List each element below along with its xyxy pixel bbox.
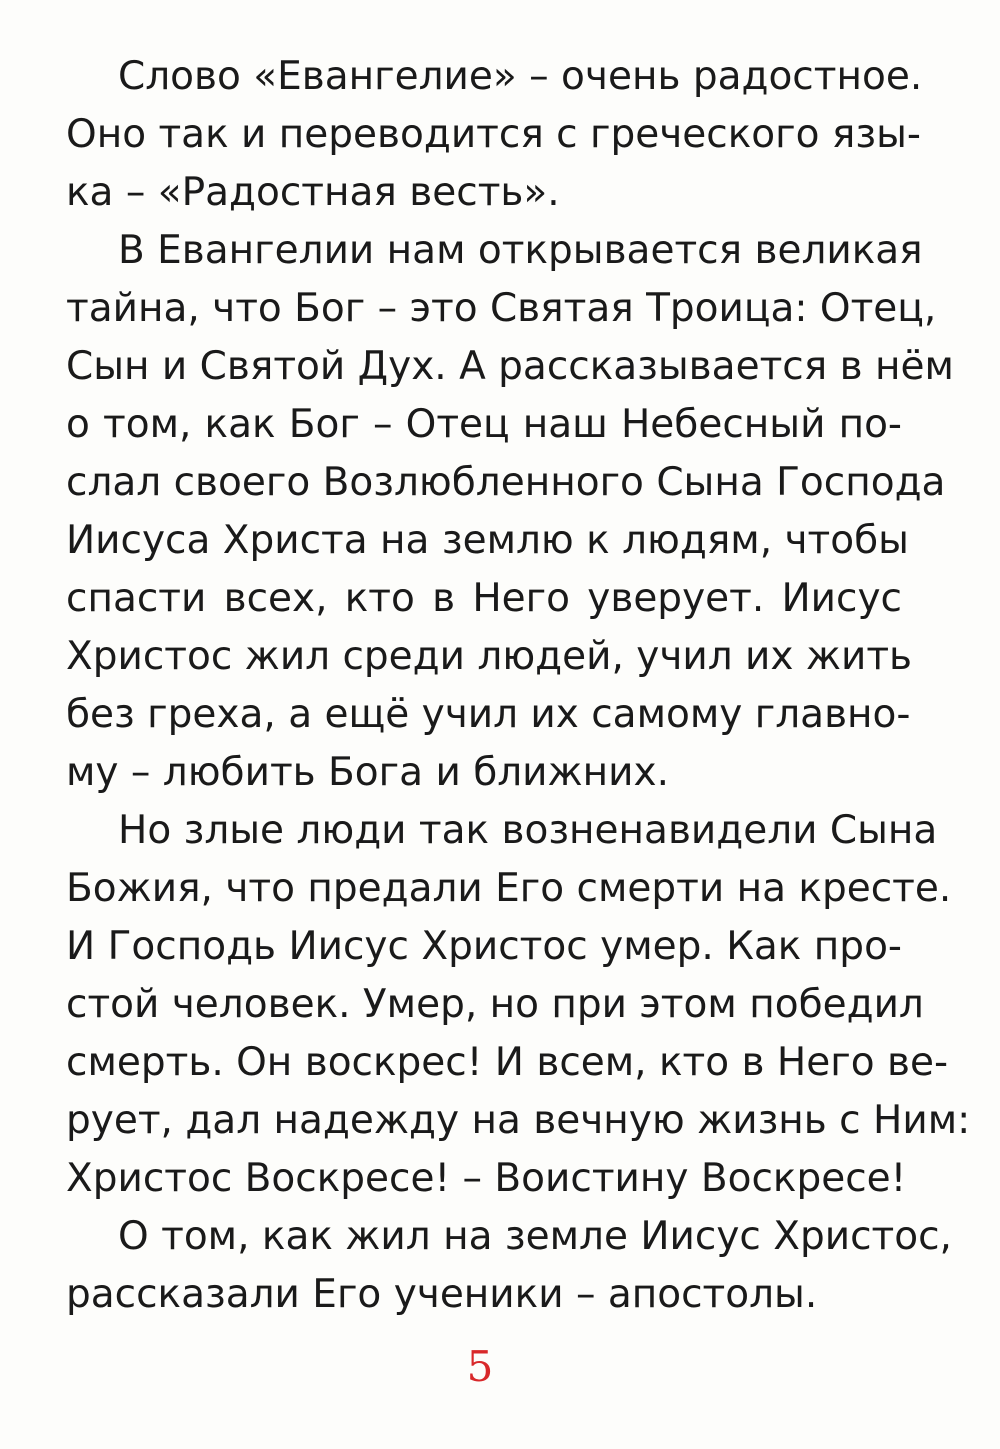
text-line: Иисуса Христа на землю к людям, чтобы: [66, 518, 909, 563]
text-line: слал своего Возлюбленного Сына Господа: [66, 460, 946, 505]
text-line: ка – «Радостная весть».: [66, 170, 560, 215]
text-line: Оно так и переводится с греческого язы-: [66, 112, 921, 157]
text-line: О том, как жил на земле Иисус Христос,: [118, 1214, 952, 1259]
text-line: рует, дал надежду на вечную жизнь с Ним:: [66, 1098, 971, 1143]
text-line: тайна, что Бог – это Святая Троица: Отец,: [66, 286, 937, 331]
text-line: рассказали Его ученики – апостолы.: [66, 1272, 818, 1317]
page-body: [66, 48, 971, 1324]
page-number: 5: [466, 1342, 494, 1391]
text-line: смерть. Он воскрес! И всем, кто в Него ве-: [66, 1040, 949, 1085]
text-line: спасти всех, кто в Него уверует. Иисус: [66, 576, 902, 621]
paragraph-3: [66, 802, 971, 1208]
text-line: без греха, а ещё учил их самому главно-: [66, 692, 911, 737]
text-line: Христос жил среди людей, учил их жить: [66, 634, 913, 679]
paragraph-2: [66, 222, 954, 802]
text-line: Сын и Святой Дух. А рассказывается в нём: [66, 344, 954, 389]
text-line: му – любить Бога и ближних.: [66, 750, 669, 795]
text-line: Слово «Евангелие» – очень радостное.: [118, 54, 923, 99]
text-line: В Евангелии нам открывается великая: [118, 228, 923, 273]
text-line: И Господь Иисус Христос умер. Как про-: [66, 924, 902, 969]
paragraph-4: [66, 1208, 952, 1324]
text-line: о том, как Бог – Отец наш Небесный по-: [66, 402, 902, 447]
text-line: Но злые люди так возненавидели Сына: [118, 808, 938, 853]
paragraph-1: [66, 48, 923, 222]
text-line: Христос Воскресе! – Воистину Воскресе!: [66, 1156, 907, 1201]
text-line: стой человек. Умер, но при этом победил: [66, 982, 924, 1027]
text-line: Божия, что предали Его смерти на кресте.: [66, 866, 952, 911]
